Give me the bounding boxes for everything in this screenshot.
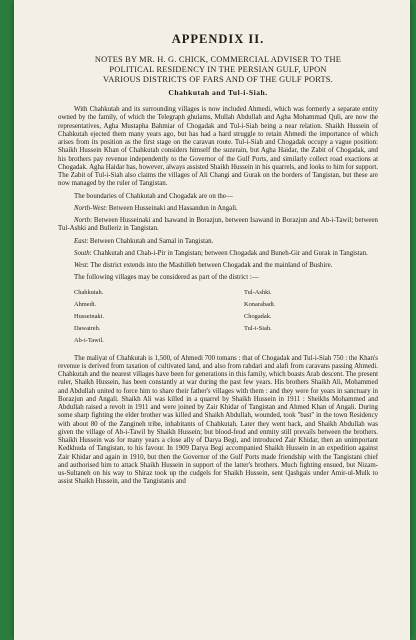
document-page: [14, 0, 410, 640]
boundary-direction: North-West: [74, 204, 106, 212]
boundary-east: [58, 238, 378, 246]
village-item: Ab-i-Tawil.: [74, 336, 104, 344]
village-item: Ahmedi.: [74, 300, 97, 308]
title-line: NOTES BY MR. H. G. CHICK, COMMERCIAL ADVISER TO THE: [94, 55, 342, 64]
paragraph-intro: With Chahkutah and its surrounding villages is now included Ahmedi, which was formerly a separate entity owned by the family, of which the Telegraph ghulams, Mullah Abdullah and Agha Mohammad Quli, are now the representatives, Agha Mustapha Bahmiar of Chogadak and Tul-i-Siah being a near relation. Shaikh Hussein of Chahkutah ejected them many years ago, but has had a hard struggle to retain Ahmedi the importance of which arises from its position as the first stage on the caravan route. Tul-i-Siah and Chogadak occupy a vague position: Shaikh Hussein Khan of Chahkutah considers himself the suzerain, but Agha Haidar, the Zabit of Chogadak, and his brothers pay revenue independently to the Governor of the Gulf Ports, and similarly collect road exactions at Chogadak. Agha Haidar has, however, always assisted Shaikh Hussein in his quarrels, and looks to him for support. The Zabit of Tul-i-Siah also claims the villages of Ali Changi and Gurak on the borders of Tangistan, but these are now managed by the ruler of Tangistan.: [58, 106, 378, 188]
document-title: [58, 55, 378, 85]
boundary-south: [58, 250, 378, 258]
boundary-direction: North: [74, 217, 91, 224]
boundary-north: [58, 217, 378, 234]
boundary-direction: East: [74, 237, 87, 245]
paragraph-boundaries-intro: The boundaries of Chahkutah and Chogadak are on the—: [74, 192, 233, 200]
boundary-text: : Between Chahkutah and Samal in Tangistan.: [86, 237, 214, 245]
title-line: VARIOUS DISTRICTS OF FARS AND OF THE GULF PORTS.: [103, 75, 333, 84]
boundary-west: [58, 262, 378, 270]
page-content: [58, 32, 378, 487]
title-line: POLITICAL RESIDENCY IN THE PERSIAN GULF, UPON: [109, 65, 327, 74]
boundary-text: : Chahkutah and Chah-i-Pir in Tangistan; between Chogadak and Buneh-Gir and Gurak in Tangistan.: [89, 249, 368, 257]
village-item: Chogadak.: [244, 312, 272, 320]
village-list: [58, 289, 378, 349]
boundary-text: : The district extends into the Mashilleh between Chogadak and the mainland of Bushire.: [86, 262, 333, 269]
boundary-north-west: [58, 205, 378, 213]
section-subtitle: Chahkutah and Tul-i-Siah.: [168, 88, 268, 97]
paragraph-villages-intro: The following villages may be considered as part of the district :—: [74, 274, 259, 282]
village-item: Konarabadi.: [244, 300, 276, 308]
village-item: Tul-i-Siah.: [244, 324, 272, 332]
village-item: Tul-Ashki.: [244, 288, 272, 296]
village-item: Chahkutah.: [74, 288, 104, 296]
boundary-direction: South: [74, 249, 90, 257]
paragraph-maliyat: The maliyat of Chahkutah is 1,500, of Ahmedi 700 tomans : that of Chogadak and Tul-i-Siah 750 : the Khan's revenue is derived from taxation of cultivated land, and also from rahdari and alafi from caravans passing Ahmedi. Chahkutah and the nearest villages have been for generations in this family, which boasts Arab descent. The present ruler, Shaikh Hussein, has been constantly at war during the past few years. His brothers Shaikh Ali, Mohammed and Abdullah united to force him to share their father's villages with them : and they were for years in sanctuary in Borazjun and Angali. Shaikh Ali was killed in a quarrel by Shaikh Hussein in 1911 : Sheikhs Mohammed and Abdullah raised a revolt in 1911 and were joined by Zair Khidar of Tangistan and Ahmed Khan of Angali. During some sharp fighting the elder brother was killed and Shaikh Abdullah, wounded, took "bast" in the town Residency with about 80 of the Zangineh tribe, inhabitants of Chahkutah. Later they went back, and Shaikh Abdullah was given the village of Ab-i-Tawil by Shaikh Hussein; but blood-feud and enmity still prevails between the brothers. Shaikh Hussein was for many years a close ally of Darya Begi, and introduced Zair Khidar, then an unimportant Kedkhuda of Tangistan, to his favour. In 1909 Darya Begi accompanied Shaikh Hussein in an expedition against Zair Khidar and again in 1910, but then the Governor of the Gulf Ports made friendship with the Tangistani chief and authorised him to attack Shaikh Hussein in support of the latter's brothers. Much fighting ensued, but Nizam-us-Sultaneh on his way to Shiraz took up the cudgels for Shaikh Hussein, sent Qashgais under Amir-ul-Mulk to assist Shaikh Hussein, and the Tangistanis and: [58, 354, 378, 486]
village-item: Husseinaki.: [74, 312, 104, 320]
boundary-text: : Between Husseinaki and Isawand in Borazjun, between Isawand in Borazjun and Ab-i-Tawil; between Tul-Ashki and Bulleriz in Tangistan.: [58, 217, 378, 233]
boundary-text: : Between Husseinaki and Hassandun in Angali.: [105, 204, 238, 212]
appendix-heading: APPENDIX II.: [171, 32, 265, 46]
boundary-direction: West: [74, 262, 87, 269]
village-item: Dawaireh.: [74, 324, 101, 332]
